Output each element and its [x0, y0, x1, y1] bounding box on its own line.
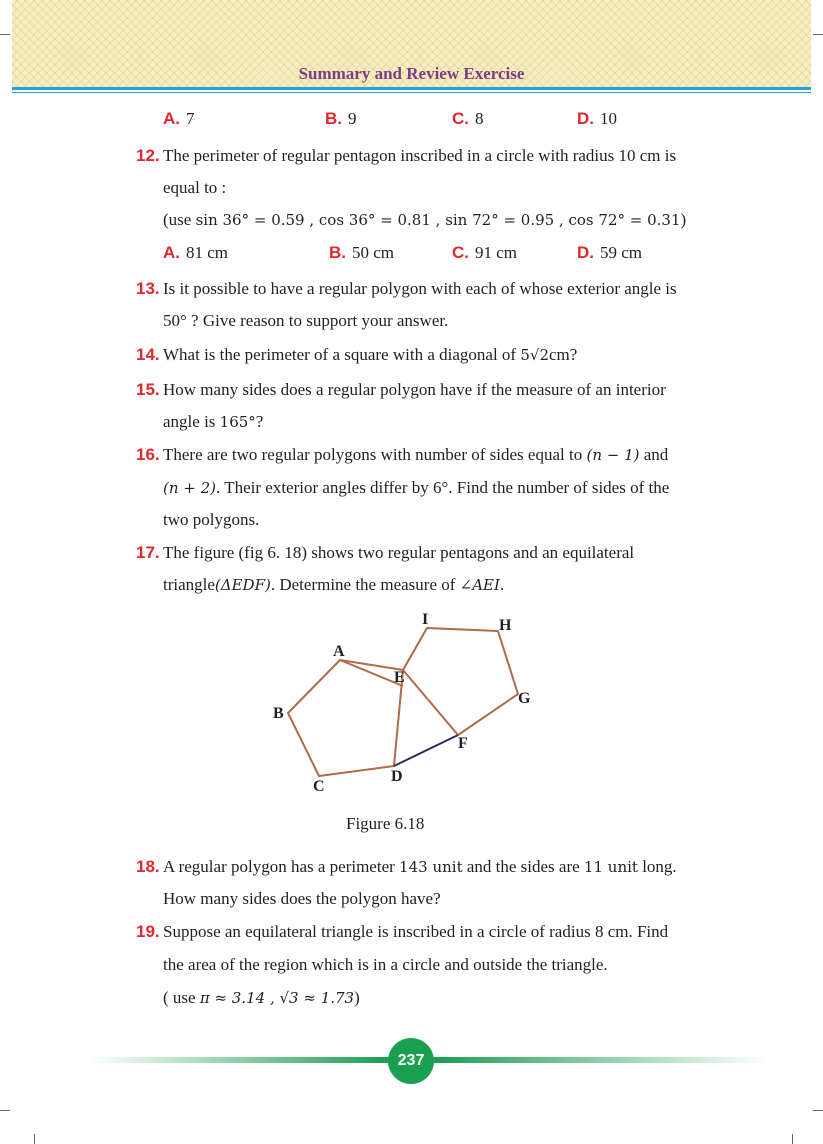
question-number: 16. — [136, 445, 160, 464]
figure-caption: Figure 6.18 — [346, 814, 425, 833]
label-f: F — [458, 735, 468, 752]
label-a: A — [333, 643, 345, 660]
question-text: A regular polygon has a perimeter 143 unit and the sides are 11 unit long. — [163, 857, 677, 876]
q12-option-b: B. 50 cm — [329, 243, 395, 262]
page-number: 237 — [388, 1038, 434, 1084]
question-number: 12. — [136, 146, 160, 165]
question-text: angle is 165°? — [163, 412, 264, 431]
question-number: 13. — [136, 279, 160, 298]
question-text: How many sides does the polygon have? — [163, 889, 441, 908]
question-text: How many sides does a regular polygon have if the measure of an interior — [163, 380, 666, 399]
q12-option-d: D. 59 cm — [577, 243, 643, 262]
label-e: E — [394, 669, 405, 686]
question-text: (n + 2). Their exterior angles differ by 6°. Find the number of sides of the — [163, 478, 670, 497]
label-i: I — [422, 611, 429, 628]
label-h: H — [499, 617, 512, 634]
question-hint: ( use π ≈ 3.14 , √3 ≈ 1.73) — [163, 988, 360, 1007]
question-number: 17. — [136, 543, 160, 562]
question-number: 15. — [136, 380, 160, 399]
question-number: 18. — [136, 857, 160, 876]
label-b: B — [273, 705, 284, 722]
footer-rule-left — [90, 1057, 390, 1063]
question-text: What is the perimeter of a square with a diagonal of 5√2cm? — [163, 345, 578, 364]
question-number: 19. — [136, 922, 160, 941]
label-g: G — [518, 690, 531, 707]
question-text: The figure (fig 6. 18) shows two regular pentagons and an equilateral — [163, 543, 635, 562]
triangle-edge-ef — [403, 670, 458, 735]
question-text: equal to : — [163, 178, 227, 197]
q11-option-a: A. 7 — [163, 109, 195, 128]
question-text: the area of the region which is in a circle and outside the triangle. — [163, 955, 608, 974]
pentagon-abcde-edges — [288, 660, 403, 776]
q12-option-c: C. 91 cm — [452, 243, 518, 262]
question-hint: (use sin 36° = 0.59 , cos 36° = 0.81 , sin 72° = 0.95 , cos 72° = 0.31) — [163, 210, 687, 229]
question-text: triangle(ΔEDF). Determine the measure of ∠AEI. — [163, 575, 505, 594]
q12-option-a: A. 81 cm — [163, 243, 229, 262]
label-d: D — [391, 768, 403, 785]
question-text: Is it possible to have a regular polygon with each of whose exterior angle is — [163, 279, 677, 298]
page-title: Summary and Review Exercise — [298, 64, 525, 83]
footer-rule-right — [432, 1057, 768, 1063]
q11-option-c: C. 8 — [452, 109, 484, 128]
question-text: 50° ? Give reason to support your answer. — [163, 311, 449, 330]
q11-option-b: B. 9 — [325, 109, 357, 128]
question-text: Suppose an equilateral triangle is inscribed in a circle of radius 8 cm. Find — [163, 922, 669, 941]
label-c: C — [313, 778, 325, 795]
question-text: two polygons. — [163, 510, 260, 529]
q11-option-d: D. 10 — [577, 109, 617, 128]
question-text: The perimeter of regular pentagon inscribed in a circle with radius 10 cm is — [163, 146, 677, 165]
triangle-edge-df — [394, 735, 458, 766]
question-text: There are two regular polygons with number of sides equal to (n − 1) and — [163, 445, 669, 464]
pentagon-efghi-edges — [403, 628, 518, 735]
question-number: 14. — [136, 345, 160, 364]
